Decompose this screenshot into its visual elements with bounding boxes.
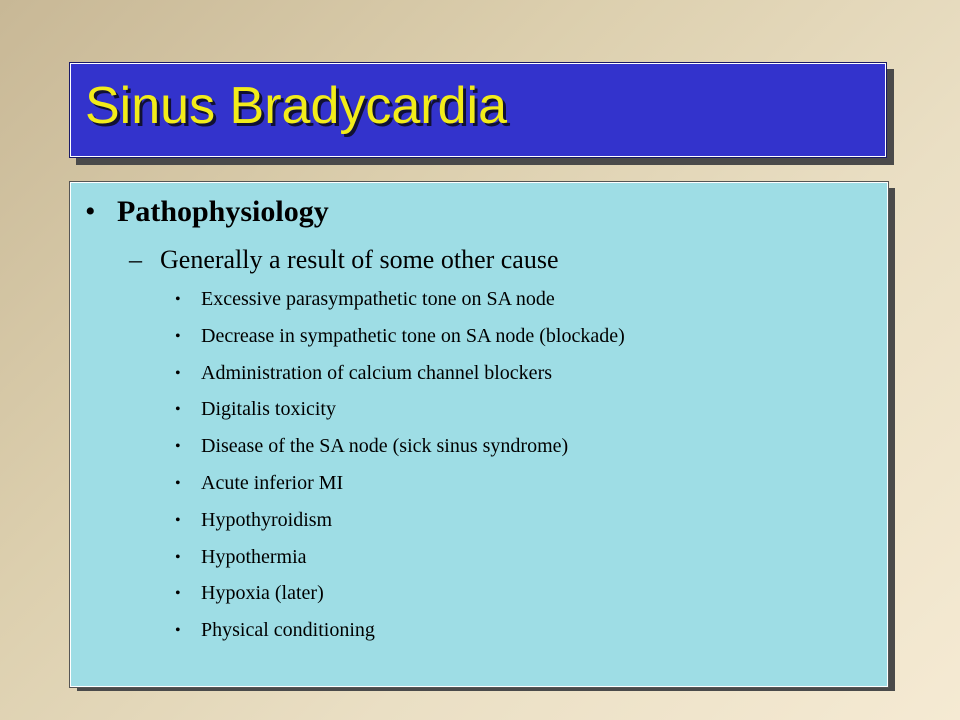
list-item xyxy=(175,618,625,655)
cause-text: Hypoxia (later) xyxy=(201,582,324,605)
list-item xyxy=(175,324,625,361)
list-item xyxy=(175,361,625,398)
bullet-icon: • xyxy=(175,438,181,456)
bullet-icon: • xyxy=(175,622,181,640)
cause-text: Hypothyroidism xyxy=(201,508,333,531)
bullet-icon: • xyxy=(175,585,181,603)
list-item xyxy=(175,397,625,434)
cause-text: Decrease in sympathetic tone on SA node (blockade) xyxy=(201,324,625,347)
list-item xyxy=(175,471,625,508)
bullet-icon: • xyxy=(175,364,181,382)
list-item xyxy=(175,508,625,545)
subheading-dash: – xyxy=(129,245,142,274)
cause-text: Digitalis toxicity xyxy=(201,398,336,421)
subheading-text: Generally a result of some other cause xyxy=(160,245,559,274)
bullet-icon: • xyxy=(175,291,181,308)
bullet-icon: • xyxy=(175,548,181,566)
list-item xyxy=(175,434,625,471)
causes-list xyxy=(175,287,625,655)
heading-bullet: • xyxy=(85,195,96,228)
bullet-icon: • xyxy=(175,401,181,419)
list-item xyxy=(175,287,625,324)
heading-line xyxy=(85,195,329,229)
heading-text: Pathophysiology xyxy=(117,195,329,228)
bullet-icon: • xyxy=(175,511,181,529)
list-item xyxy=(175,581,625,618)
cause-text: Hypothermia xyxy=(201,545,307,568)
bullet-icon: • xyxy=(175,474,181,492)
cause-text: Disease of the SA node (sick sinus syndrome) xyxy=(201,435,569,458)
subheading-line xyxy=(129,245,559,275)
bullet-icon: • xyxy=(175,327,181,345)
cause-text: Administration of calcium channel blockers xyxy=(201,361,553,384)
slide-title: Sinus Bradycardia xyxy=(85,77,507,135)
cause-text: Excessive parasympathetic tone on SA node xyxy=(201,288,555,310)
title-box xyxy=(70,63,886,157)
list-item xyxy=(175,545,625,582)
cause-text: Acute inferior MI xyxy=(201,471,344,494)
cause-text: Physical conditioning xyxy=(201,619,375,642)
content-box xyxy=(70,182,888,687)
